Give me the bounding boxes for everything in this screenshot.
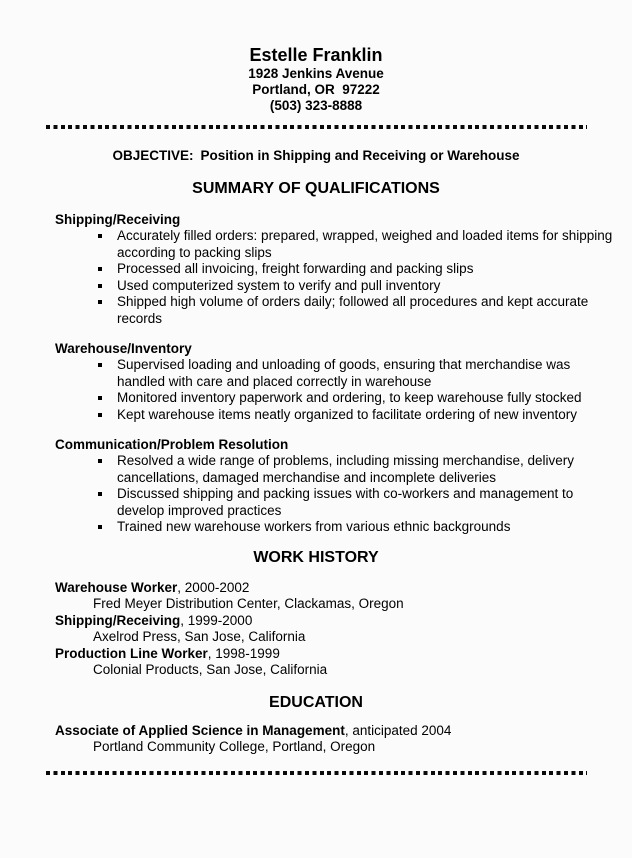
job-title-line [55,613,622,630]
bullet-square-icon [98,413,102,417]
phone-number: (503) 323-8888 [269,98,363,113]
bullet-item [55,228,622,261]
qualifications-title: SUMMARY OF QUALIFICATIONS [192,180,440,197]
bullet-square-icon [98,396,102,400]
work-history-body [55,580,622,679]
bullet-square-icon [98,492,102,496]
bullet-text: Shipped high volume of orders daily; followed all procedures and kept accurate records [117,294,589,326]
job-title: Shipping/Receiving [55,612,181,628]
bullet-item [55,519,622,536]
bullet-text: Used computerized system to verify and pull inventory [117,277,441,293]
bullet-item [55,390,622,407]
degree-name: Associate of Applied Science in Management [55,722,345,738]
address-line-1: 1928 Jenkins Avenue [248,66,384,81]
dotted-divider-top [46,125,587,129]
education-title: EDUCATION [269,693,363,711]
bullet-square-icon [98,234,102,238]
bullet-text: Processed all invoicing, freight forwarding and packing slips [117,261,474,276]
bullet-item [55,357,622,390]
bullet-square-icon [98,300,102,304]
job-dates: , 2000-2002 [177,579,250,595]
bullet-text: Supervised loading and unloading of goods, ensuring that merchandise was handled with care and placed correctly in warehouse [117,357,571,389]
qualifications-body [55,211,622,536]
bullet-text: Trained new warehouse workers from various ethnic backgrounds [117,519,511,534]
bullet-item [55,407,622,424]
job-employer: Axelrod Press, San Jose, California [93,629,306,644]
objective-line [0,148,632,164]
bullet-text: Accurately filled orders: prepared, wrapped, weighed and loaded items for shipping according to packing slips [117,228,613,260]
job-title-line [55,646,622,663]
job-entry [55,646,622,679]
job-entry [55,580,622,613]
qual-section-communication-problem-resolution [55,436,622,536]
job-title-line [55,580,622,597]
bullet-square-icon [98,267,102,271]
school-line: Portland Community College, Portland, Oregon [93,739,376,754]
bullet-square-icon [98,363,102,367]
job-title: Production Line Worker [55,645,208,661]
bullet-text: Kept warehouse items neatly organized to facilitate ordering of new inventory [117,406,578,422]
bullet-item [55,453,622,486]
bullet-square-icon [98,525,102,529]
qual-section-shipping-receiving [55,211,622,327]
bullet-list [55,453,622,536]
degree-dates: , anticipated 2004 [344,722,452,738]
person-name: Estelle Franklin [249,45,383,65]
bullet-list [55,228,622,327]
address-line-2: Portland, OR 97222 [252,82,380,97]
bullet-item [55,278,622,295]
bullet-item [55,294,622,327]
bullet-text: Monitored inventory paperwork and ordering, to keep warehouse fully stocked [117,390,582,405]
objective-label: OBJECTIVE: [112,148,194,163]
job-entry [55,613,622,646]
bullet-item [55,486,622,519]
job-dates: , 1999-2000 [180,612,253,628]
objective-text: Position in Shipping and Receiving or Warehouse [200,148,520,163]
job-employer: Fred Meyer Distribution Center, Clackamas, Oregon [93,596,404,611]
qual-section-warehouse-inventory [55,340,622,423]
section-heading: Warehouse/Inventory [55,341,192,356]
degree-line [55,723,622,740]
job-employer: Colonial Products, San Jose, California [93,662,328,677]
job-dates: , 1998-1999 [207,645,280,661]
education-entry [55,723,622,756]
bullet-list [55,357,622,423]
contact-header [0,0,632,114]
work-history-title: WORK HISTORY [253,548,379,566]
bullet-text: Discussed shipping and packing issues with co-workers and management to develop improved practices [117,486,574,518]
education-body [55,723,622,756]
job-title: Warehouse Worker [55,579,178,595]
bullet-item [55,261,622,278]
section-heading: Shipping/Receiving [55,212,181,227]
bullet-text: Resolved a wide range of problems, including missing merchandise, delivery cancellations, damaged merchandise and incomplete deliveries [117,453,574,485]
bullet-square-icon [98,284,102,288]
section-heading: Communication/Problem Resolution [55,437,289,452]
dotted-divider-bottom [46,771,587,775]
bullet-square-icon [98,459,102,463]
